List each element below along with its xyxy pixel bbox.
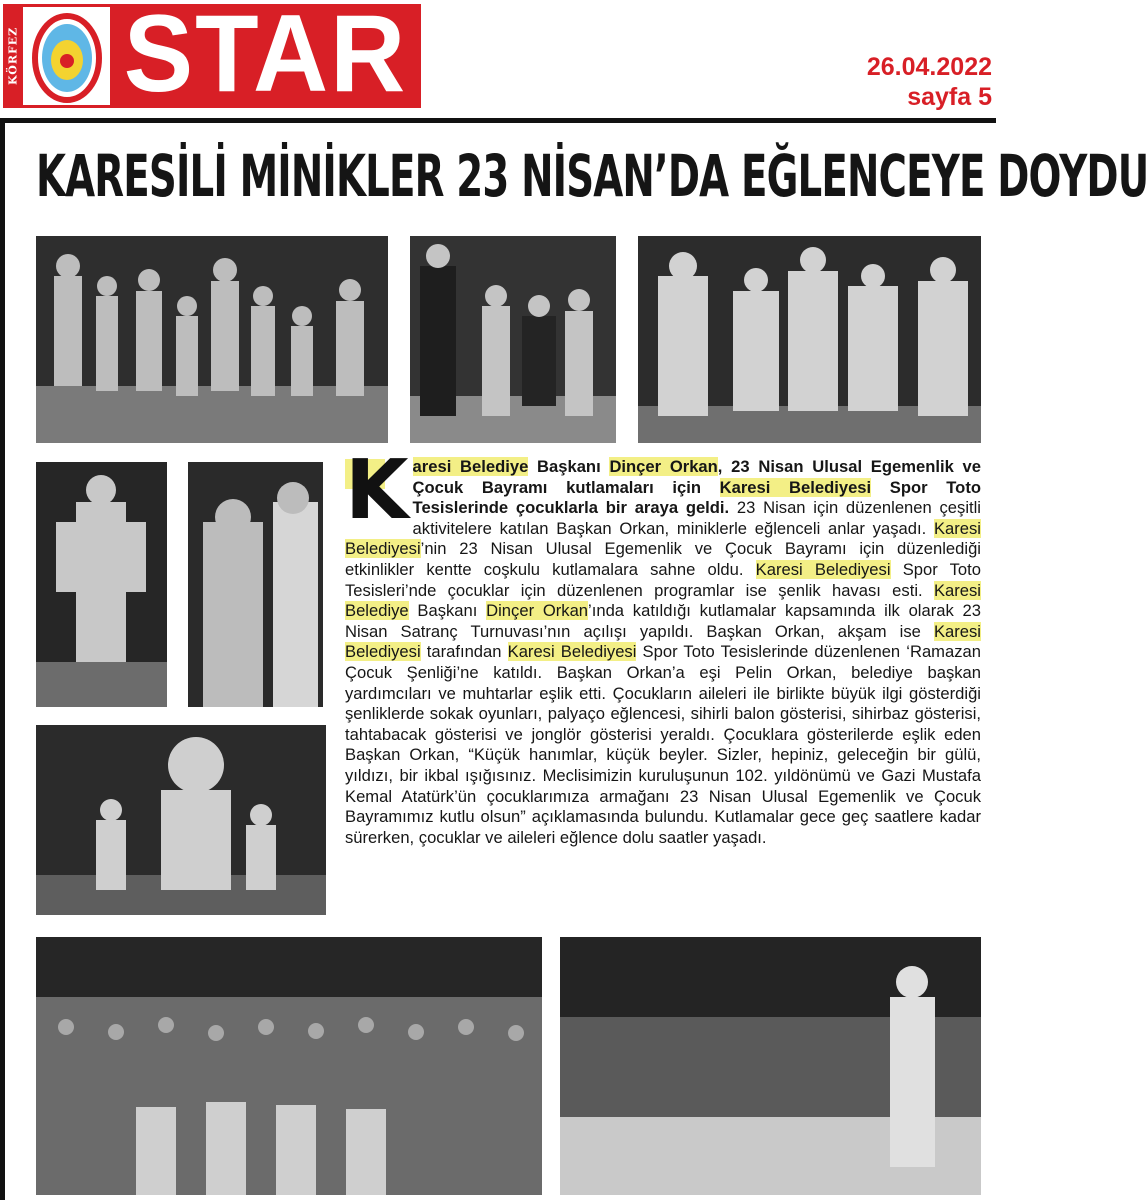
photo-clown-performer [36, 462, 167, 707]
article-lead-text: Başkanı [528, 457, 610, 476]
page-number: sayfa 5 [907, 83, 992, 111]
highlight-karesi-belediyesi: Karesi Belediyesi [507, 642, 637, 662]
headline: KARESİLİ MİNİKLER 23 NİSAN’DA EĞLENCEYE DOYDU [36, 142, 1148, 210]
masthead-side-text: KÖRFEZ [6, 26, 20, 86]
article-text: Spor Toto Tesislerinde düzenlenen ‘Ramazan Çocuk Şenliği’ne katıldı. Başkan Orkan’a eşi Pelin Orkan, belediye başkan yardımcıları ve muhtarlar eşlik etti. Çocukların aileleri ile birlikte büyük ilgi gösterdiği şenliklerde sokak oyunları, palyaço eğlencesi, sihirli balon gösterisi, sihirbaz gösterisi, tahtabacak gösterisi ve jonglör gösterisi yeraldı. Çocuklara gösterilerde eşlik eden Başkan Orkan, “Küçük hanımlar, küçük beyler. Sizler, hepiniz, geleceğin bir gülü, yıldızı, bir ikbal ışığısınız. Meclisimizin kuruluşunun 102. yıldönümü ve Gazi Mustafa Kemal Atatürk’ün çocuklarımıza armağanı 23 Nisan Ulusal Egemenlik ve Çocuk Bayramımız kutlu olsun” açıklamasında bulundu. Kutlamalar gece geç saatlere kadar sürerken, çocuklar ve aileleri eğlence dolu saatler yaşadı. [345, 642, 981, 847]
highlight-karesi-belediyesi: Karesi Belediyesi [719, 477, 872, 497]
highlight-karesi-belediyesi: Karesi Belediyesi [755, 559, 891, 579]
photo-snowman-mascot [36, 725, 326, 915]
article-text: 23 Nisan için düzenlenen çeşitli aktivitelere katılan Başkan Orkan, miniklerle eğlenceli anlar yaşadı. [412, 498, 981, 538]
photo-stage-performer [560, 937, 981, 1195]
publication-date: 26.04.2022 [866, 53, 992, 81]
article-text: ’ında katıldığı kutlamalar kapsamında ilk olarak 23 Nisan Satranç Turnuvası’nın açılışı yapıldı. Başkan Orkan, akşam ise [345, 601, 981, 641]
article-body [345, 443, 982, 932]
highlight-karesi-belediyesi: Karesi Belediyesi [345, 518, 981, 559]
article-text: Spor Toto Tesisleri’nde çocuklar için düzenlenen programlar ise şenlik havası esti. [345, 559, 982, 600]
drop-cap: K [345, 443, 409, 538]
photo-group-children [36, 236, 388, 443]
photo-crowd-audience [36, 937, 542, 1195]
photo-magician-show [188, 462, 323, 707]
photo-costumed-performers [638, 236, 981, 443]
photo-officials-children [410, 236, 616, 443]
star-logo-text: STAR [123, 0, 408, 115]
article-text: tarafından [420, 642, 508, 662]
article-lead-text: Spor Toto Tesislerinde çocuklarla bir araya geldi. [412, 477, 981, 518]
highlight-karesi-belediyesi: Karesi Belediyesi [345, 621, 981, 662]
highlight-karesi-belediye: Karesi Belediye [345, 580, 981, 621]
article-text: ’nin 23 Nisan Ulusal Egemenlik ve Çocuk Bayramı için düzenlediği etkinlikler kentte coşkulu kutlamalara sahne oldu. [345, 539, 981, 579]
article-text: Başkanı [408, 601, 487, 621]
top-rule [0, 118, 996, 123]
highlight-karesi-belediye: aresi Belediye [412, 457, 529, 476]
eye-logo-icon [24, 6, 110, 106]
left-rule [0, 118, 5, 1200]
highlight-dincer-orkan: Dinçer Orkan [486, 601, 589, 621]
article-lead-text: , 23 Nisan Ulusal Egemenlik ve Çocuk Bayramı kutlamaları için [412, 457, 981, 497]
highlight-dincer-orkan: Dinçer Orkan [609, 457, 718, 476]
